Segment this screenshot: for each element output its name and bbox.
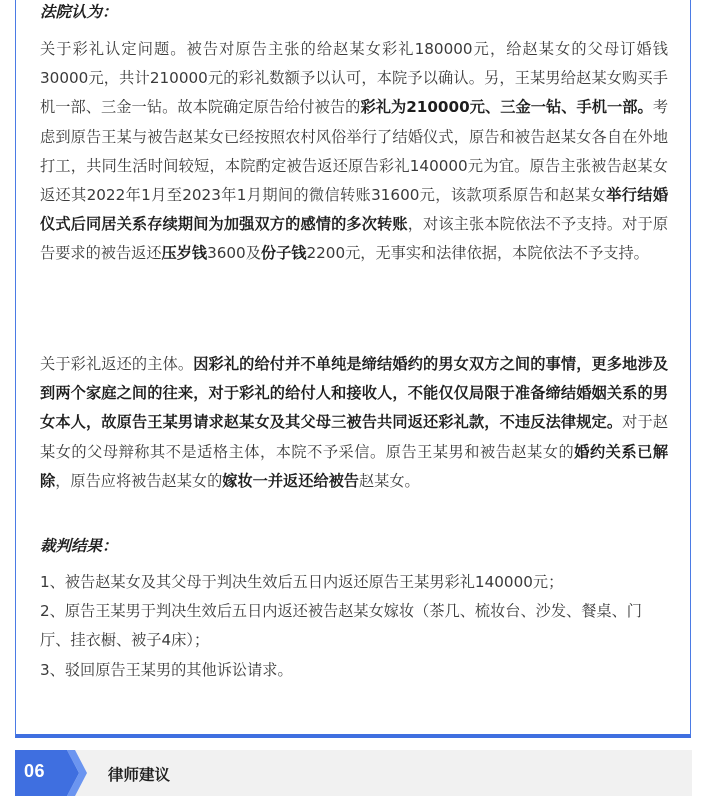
court-opinion-paragraph-1 [40,35,668,269]
section-number-badge [15,750,95,796]
court-opinion-heading: 法院认为： [40,3,118,21]
text-segment: 关于彩礼返还的主体。 [40,355,194,373]
section-header-bar[interactable] [15,750,692,796]
judgment-list [40,568,668,685]
section-number: 06 [24,761,46,781]
emphasized-text: 因彩礼的给付并不单纯是缔结婚约的男女双方之间的事情，更多地涉及到两个家庭之间的往来，对于彩礼的给付人和接收人，不能仅仅局限于准备缔结婚姻关系的男女本人，故原告王某男请求赵某女及其父母三被告共同返还彩礼款，不违反法律规定。 [40,355,668,432]
text-segment: 赵某女。 [358,471,420,490]
text-segment: 2200元，无事实和法律依据，本院依法不予支持。 [306,244,649,263]
emphasized-text: 压岁钱 [161,244,208,263]
text-segment: 3600及 [207,244,261,263]
judgment-item: 3、驳回原告王某男的其他诉讼请求。 [40,660,293,679]
emphasized-text: 嫁妆一并返还给被告 [222,471,359,490]
text-segment: 考虑到原告王某与被告赵某女已经按照农村风俗举行了结婚仪式，原告和被告赵某女各自在外地打工，共同生活时间较短，本院酌定被告返还原告彩礼140000元为宜。原告主张被告赵某女返还其2022年1月至2023年1月期间的微信转账31600元，该款项系原告和赵某女 [40,98,669,205]
emphasized-text: 份子钱 [260,244,307,263]
text-segment: 关于彩礼认定问题。被告对原告主张的给赵某女彩礼180000元，给赵某女的父母订婚钱30000元，共计210000元的彩礼数额予以认可，本院予以确认。另，王某男给赵某女购买手机一部、三金一钻。故本院确定原告给付被告的 [40,40,668,117]
court-opinion-paragraph-2 [40,350,668,496]
text-segment: ，对该主张本院依法不予支持。对于原告要求的被告返还 [40,215,668,263]
text-segment: 对于赵某女的父母辩称其不是适格主体，本院不予采信。原告王某男和被告赵某女的 [40,413,668,461]
judgment-heading: 裁判结果： [40,537,118,555]
emphasized-text: 举行结婚仪式后同居关系存续期间为加强双方的感情的多次转账 [40,186,669,234]
judgment-item: 2、原告王某男于判决生效后五日内返还被告赵某女嫁妆（茶几、梳妆台、沙发、餐桌、门厅、挂衣橱、被子4床）； [40,602,642,650]
text-segment: ，原告应将被告赵某女的 [55,471,223,490]
emphasized-text: 婚约关系已解除 [40,442,669,490]
judgment-item: 1、被告赵某女及其父母于判决生效后五日内返还原告王某男彩礼140000元； [40,573,564,591]
section-title: 律师建议 [108,766,171,784]
emphasized-text: 彩礼为210000元、三金一钻、手机一部。 [360,98,653,117]
